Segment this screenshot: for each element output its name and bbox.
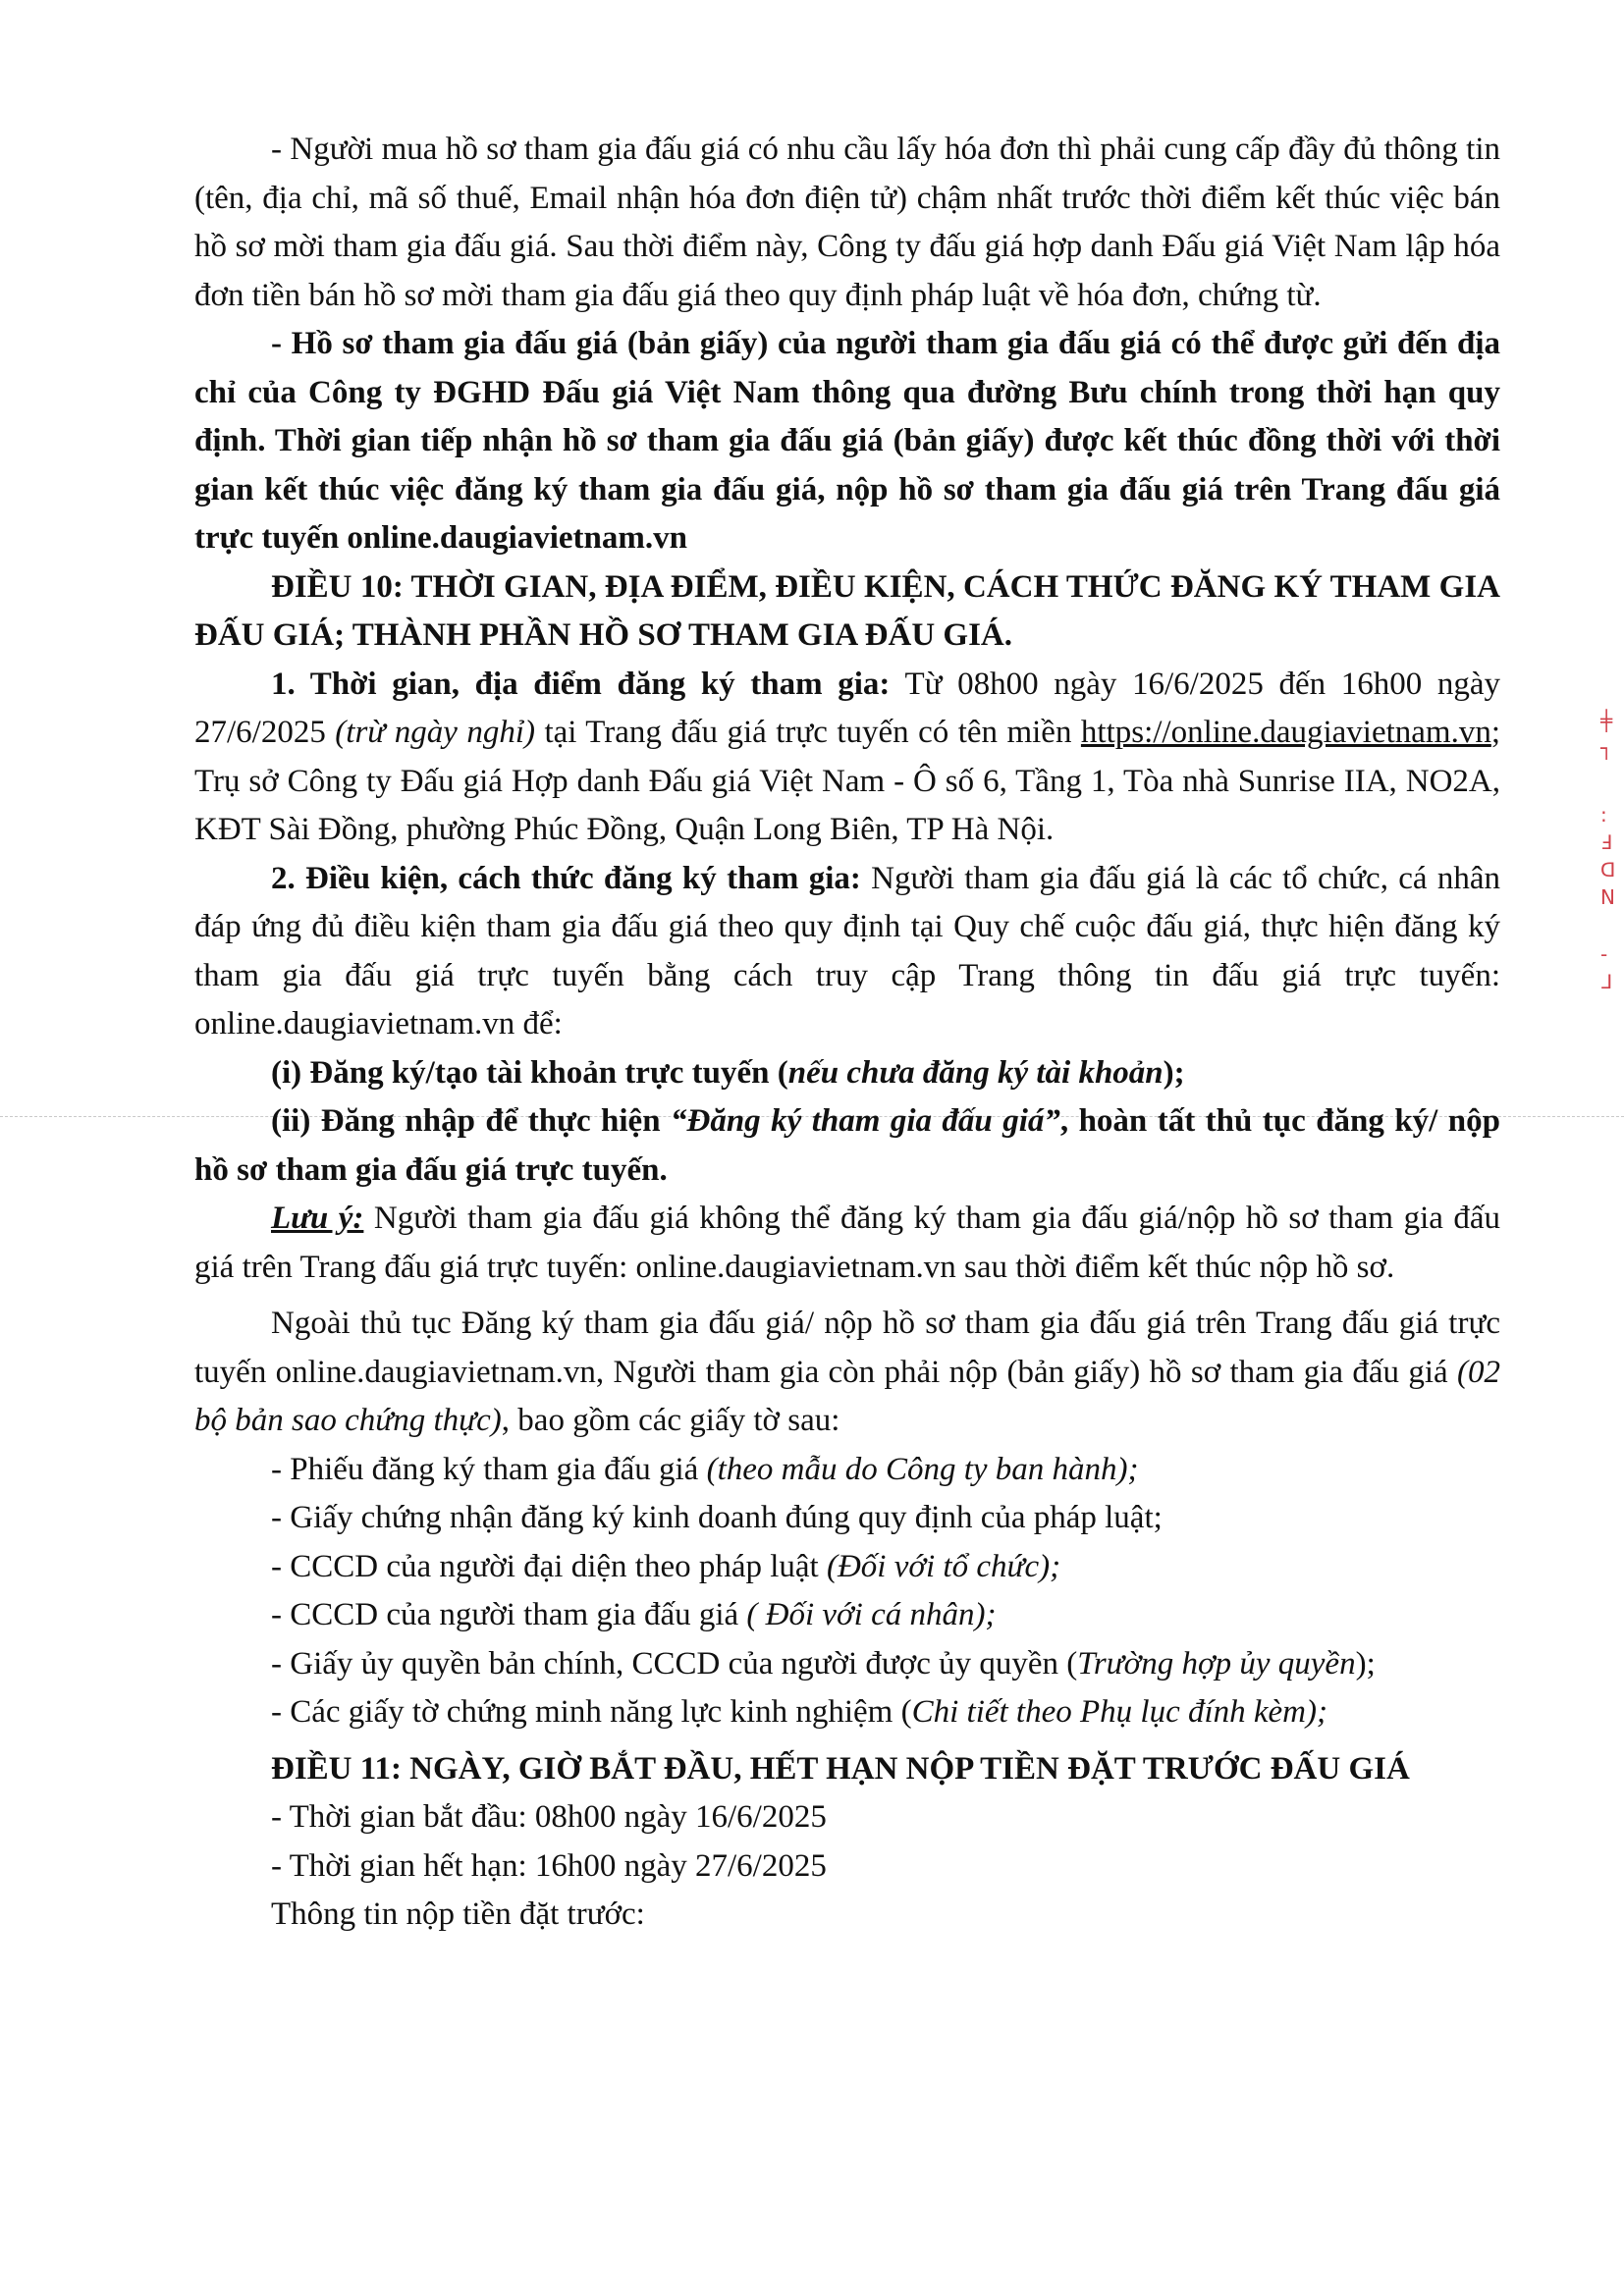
invoice-paragraph: - Người mua hồ sơ tham gia đấu giá có nhu cầu lấy hóa đơn thì phải cung cấp đầy đủ thông tin (tên, địa chỉ, mã số thuế, Email nhận hóa đơn điện tử) chậm nhất trước thời điểm kết thúc việc bán hồ sơ mời tham gia đấu giá. Sau thời điểm này, Công ty đấu giá hợp danh Đấu giá Việt Nam lập hóa đơn tiền bán hồ sơ mời tham gia đấu giá theo quy định pháp luật về hóa đơn, chứng từ. [194,132,1500,313]
required-docs-list [194,1446,1500,1737]
list-item-text: - CCCD của người tham gia đấu giá [271,1597,747,1632]
list-item-text: - Giấy ủy quyền bản chính, CCCD của người được ủy quyền ( [271,1645,1078,1682]
step-i-text-a: (i) Đăng ký/tạo tài khoản trực tuyến ( [271,1054,788,1091]
step-i-text-b: ); [1163,1054,1185,1091]
list-item-text: - Phiếu đăng ký tham gia đấu giá [271,1451,707,1487]
deposit-info-label: Thông tin nộp tiền đặt trước: [271,1896,645,1932]
list-item [194,1591,1500,1640]
list-item-italic: Trường hợp ủy quyền [1077,1645,1356,1682]
deposit-end-time: - Thời gian hết hạn: 16h00 ngày 27/6/2025 [271,1847,827,1884]
website-link[interactable]: https://online.daugiavietnam.vn [1080,715,1491,750]
article-10-heading: ĐIỀU 10: THỜI GIAN, ĐỊA ĐIỂM, ĐIỀU KIỆN, CÁCH THỨC ĐĂNG KÝ THAM GIA ĐẤU GIÁ; THÀNH PHẦN HỒ SƠ THAM GIA ĐẤU GIÁ. [194,568,1500,653]
list-item-italic: Chi tiết theo Phụ lục đính kèm); [911,1694,1327,1730]
list-item-text: - Giấy chứng nhận đăng ký kinh doanh đúng quy định của pháp luật; [271,1500,1163,1535]
paper-dossier-paragraph: - Hồ sơ tham gia đấu giá (bản giấy) của người tham gia đấu giá có thể được gửi đến địa chỉ của Công ty ĐGHD Đấu giá Việt Nam thông qua đường Bưu chính trong thời hạn quy định. Thời gian tiếp nhận hồ sơ tham gia đấu giá (bản giấy) được kết thúc đồng thời với thời gian kết thúc việc đăng ký tham gia đấu giá, nộp hồ sơ tham gia đấu giá trên Trang đấu giá trực tuyến online.daugiavietnam.vn [194,326,1500,556]
section-2-label: 2. Điều kiện, cách thức đăng ký tham gia: [271,860,861,896]
section-2-paragraph [194,855,1500,1049]
step-i [194,1049,1500,1098]
step-ii-text-a: (ii) Đăng nhập để thực hiện [271,1103,671,1139]
extra-text-b: , bao gồm các giấy tờ sau: [501,1403,840,1438]
step-ii-italic: “Đăng ký tham gia đấu giá” [671,1103,1060,1139]
red-stamp-edge: ╪ ┐ : Ⅎ ᗡ N - ᒧ [1600,709,1616,993]
section-1-italic: (trừ ngày nghỉ) [335,715,535,750]
list-item-italic: (theo mẫu do Công ty ban hành); [706,1451,1139,1487]
section-1-label: 1. Thời gian, địa điểm đăng ký tham gia: [271,666,891,702]
section-1-paragraph [194,661,1500,855]
step-ii [194,1097,1500,1195]
extra-italic: (02 bộ bản sao chứng thực) [194,1354,1500,1438]
list-item [194,1688,1500,1737]
section-2-text: Người tham gia đấu giá là các tổ chức, cá nhân đáp ứng đủ điều kiện tham gia đấu giá theo quy định tại Quy chế cuộc đấu giá, thực hiện đăng ký tham gia đấu giá trực tuyến bằng cách truy cập Trang thông tin đấu giá trực tuyến: online.daugiavietnam.vn để: [194,860,1500,1041]
document-body [194,126,1500,1940]
list-item-italic: ( Đối với cá nhân); [746,1597,997,1632]
list-item-after: ); [1355,1645,1376,1682]
list-item [194,1494,1500,1543]
list-item-text: - Các giấy tờ chứng minh năng lực kinh nghiệm ( [271,1694,912,1730]
list-item-italic: (Đối với tổ chức); [826,1548,1061,1584]
step-i-italic: nếu chưa đăng ký tài khoản [787,1054,1164,1091]
step-ii-text-b: , hoàn tất thủ tục đăng ký/ nộp hồ sơ tham gia đấu giá trực tuyến. [194,1103,1500,1188]
section-1-text-a: Từ 08h00 ngày 16/6/2025 đến 16h00 ngày 27/6/2025 [194,666,1500,750]
note-paragraph [194,1195,1500,1292]
section-1-text-b: tại Trang đấu giá trực tuyến có tên miền [535,715,1081,750]
list-item [194,1543,1500,1592]
list-item-text: - CCCD của người đại diện theo pháp luật [271,1548,827,1584]
extra-text-a: Ngoài thủ tục Đăng ký tham gia đấu giá/ nộp hồ sơ tham gia đấu giá trên Trang đấu giá trực tuyến online.daugiavietnam.vn, Người tham gia còn phải nộp (bản giấy) hồ sơ tham gia đấu giá [194,1306,1500,1390]
section-1-text-c: ; Trụ sở Công ty Đấu giá Hợp danh Đấu giá Việt Nam - Ô số 6, Tầng 1, Tòa nhà Sunrise IIA, NO2A, KĐT Sài Đồng, phường Phúc Đồng, Quận Long Biên, TP Hà Nội. [194,715,1501,847]
article-11-heading: ĐIỀU 11: NGÀY, GIỜ BẮT ĐẦU, HẾT HẠN NỘP TIỀN ĐẶT TRƯỚC ĐẤU GIÁ [271,1750,1410,1787]
note-text: Người tham gia đấu giá không thể đăng ký tham gia đấu giá/nộp hồ sơ tham gia đấu giá trên Trang đấu giá trực tuyến: online.daugiavietnam.vn sau thời điểm kết thúc nộp hồ sơ. [194,1201,1500,1285]
extra-docs-paragraph [194,1300,1500,1446]
list-item [194,1446,1500,1495]
list-item [194,1640,1500,1689]
deposit-start-time: - Thời gian bắt đầu: 08h00 ngày 16/6/2025 [271,1799,827,1835]
note-label: Lưu ý: [271,1201,364,1236]
